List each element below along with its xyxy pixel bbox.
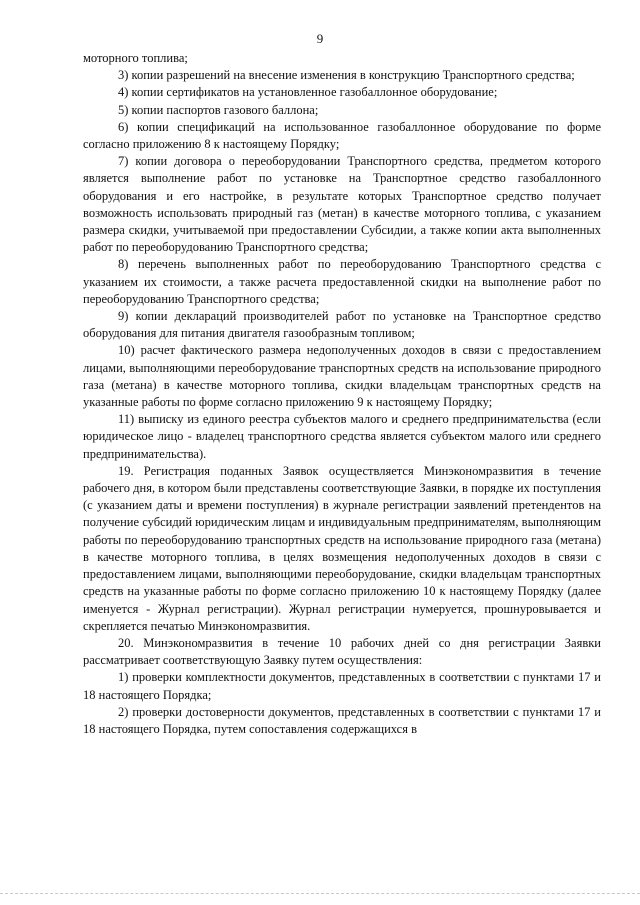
clause-20: 20. Минэкономразвития в течение 10 рабочих дней со дня регистрации Заявки рассматривает соответствующую Заявку путем осуществления: [83,635,601,668]
clause-19: 19. Регистрация поданных Заявок осуществляется Минэкономразвития в течение рабочего дня, в котором были представлены соответствующие Заявки, в порядке их поступления (с указанием даты и времени поступления) в журнале регистрации заявлений претендентов на получение субсидий юридическим лицам и индивидуальным предпринимателям, выполняющим работы по переоборудованию транспортных средств на использование природного газа (метана) в качестве моторного топлива, в целях возмещения недополученных доходов в связи с предоставлением лицами, выполняющими переоборудование, скидки владельцам транспортных средств на указанные работы по форме согласно приложению 10 к настоящему Порядку (далее именуется - Журнал регистрации). Журнал регистрации нумеруется, прошнуровывается и скрепляется печатью Минэкономразвития. [83,463,601,633]
list-item-6: 6) копии спецификаций на использованное газобаллонное оборудование по форме согласно приложению 8 к настоящему Порядку; [83,119,601,152]
clause-20-item-2: 2) проверки достоверности документов, представленных в соответствии с пунктами 17 и 18 настоящего Порядка, путем сопоставления содержащихся в [83,704,601,736]
list-item-5: 5) копии паспортов газового баллона; [118,102,319,117]
list-item-4: 4) копии сертификатов на установленное газобаллонное оборудование; [118,85,498,100]
list-item-8: 8) перечень выполненных работ по переоборудованию Транспортного средства с указанием их стоимости, а также расчета предоставленной скидки на выполнение работ по переоборудованию Транспортного средства; [83,257,601,306]
document-body [83,50,601,738]
list-item-9: 9) копии деклараций производителей работ по установке на Транспортное средство оборудования для питания двигателя газообразным топливом; [83,309,601,341]
list-item-7: 7) копии договора о переоборудовании Транспортного средства, предметом которого является выполнение работ по установке на Транспортное средство газобаллонного оборудования и его настройке, в результате которых Транспортное средство получает возможность использовать природный газ (метан) в качестве моторного топлива, с указанием размера скидки, учитываемой при предоставлении Субсидии, а также копии акта выполненных работ по переоборудованию Транспортного средства; [83,154,601,255]
clause-20-item-1: 1) проверки комплектности документов, представленных в соответствии с пунктами 17 и 18 настоящего Порядка; [83,670,601,702]
page-number: 9 [316,31,324,46]
paragraph-continuation: моторного топлива; [83,51,188,65]
list-item-10: 10) расчет фактического размера недополученных доходов в связи с предоставлением лицами, выполняющими переоборудование транспортных средств на использование природного газа (метана) в качестве моторного топлива, скидки владельцам транспортных средств на указанные работы по форме согласно приложению 9 к настоящему Порядку; [83,343,601,410]
scan-bottom-edge [0,893,640,894]
list-item-3: 3) копии разрешений на внесение изменения в конструкцию Транспортного средства; [118,68,575,83]
list-item-11: 11) выписку из единого реестра субъектов малого и среднего предпринимательства (если юридическое лицо - владелец транспортного средства является субъектом малого или среднего предпринимательства). [83,412,601,461]
